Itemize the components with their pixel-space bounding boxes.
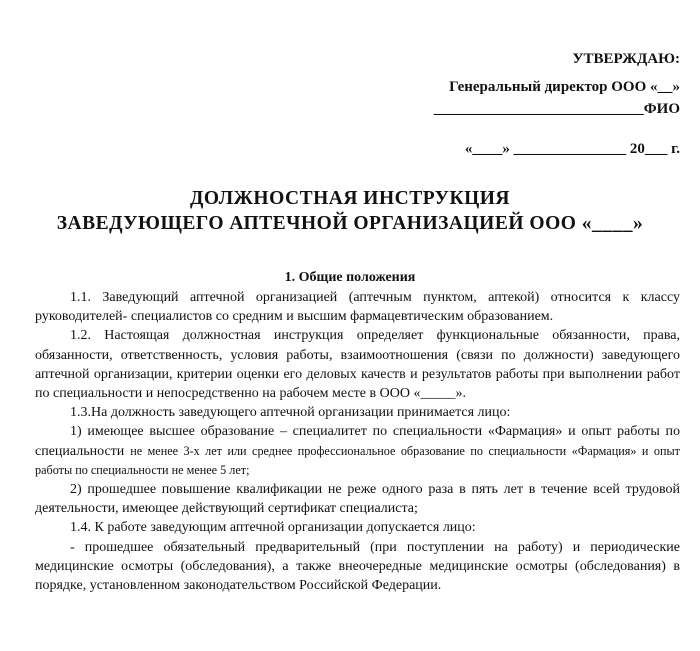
paragraph-1-2: 1.2. Настоящая должностная инструкция определяет функциональные обязанности, права, обязанности, ответственность, условия работы, взаимоотношения (связи по должности) заведующего аптечной организации, критерии оценки его деловых качеств и результатов работы при выполнении работ по специальности и непосредственно на рабочем месте в ООО «_____».	[35, 328, 680, 402]
approval-block	[434, 48, 680, 160]
paragraph-1-3-item-1	[35, 422, 680, 480]
item-1-text-b: не менее 3-х лет или среднее профессиональное образование по специальности «Фармация» и опыт работы по специальности не менее 5 лет;	[35, 443, 680, 477]
title-line-1: ДОЛЖНОСТНАЯ ИНСТРУКЦИЯ	[189, 188, 510, 209]
approve-fio-line: ____________________________ФИО	[433, 101, 680, 117]
title-line-2: ЗАВЕДУЮЩЕГО АПТЕЧНОЙ ОРГАНИЗАЦИЕЙ ООО «____»	[56, 213, 644, 234]
paragraph-1-3: 1.3.На должность заведующего аптечной организации принимается лицо:	[70, 405, 511, 421]
approve-position: Генеральный директор ООО «__»	[449, 79, 680, 95]
section-heading: 1. Общие положения	[284, 270, 416, 285]
paragraph-1-3-item-2: 2) прошедшее повышение квалификации не реже одного раза в пять лет в течение всей трудовой деятельности, имеющее действующий сертификат специалиста;	[35, 482, 680, 517]
document-title	[0, 186, 700, 236]
approve-date-line: «____» _______________ 20___ г.	[464, 141, 680, 157]
item-1-text-a: 1) имеющее высшее образование – специалитет по специальности «Фармация» и опыт работы по специальности	[35, 424, 680, 459]
paragraph-1-4: 1.4. К работе заведующим аптечной организации допускается лицо:	[70, 520, 476, 536]
paragraph-1-1: 1.1. Заведующий аптечной организацией (аптечным пунктом, аптекой) относится к классу руководителей- специалистов со средним и высшим фармацевтическим образованием.	[35, 290, 680, 325]
approve-title: УТВЕРЖДАЮ:	[572, 51, 680, 67]
section-body	[35, 288, 680, 595]
paragraph-1-4-item-1: - прошедшее обязательный предварительный (при поступлении на работу) и периодические медицинские осмотры (обследования), а также внеочередные медицинские осмотры (обследования) в порядке, установленном законодательством Российской Федерации.	[35, 539, 680, 594]
